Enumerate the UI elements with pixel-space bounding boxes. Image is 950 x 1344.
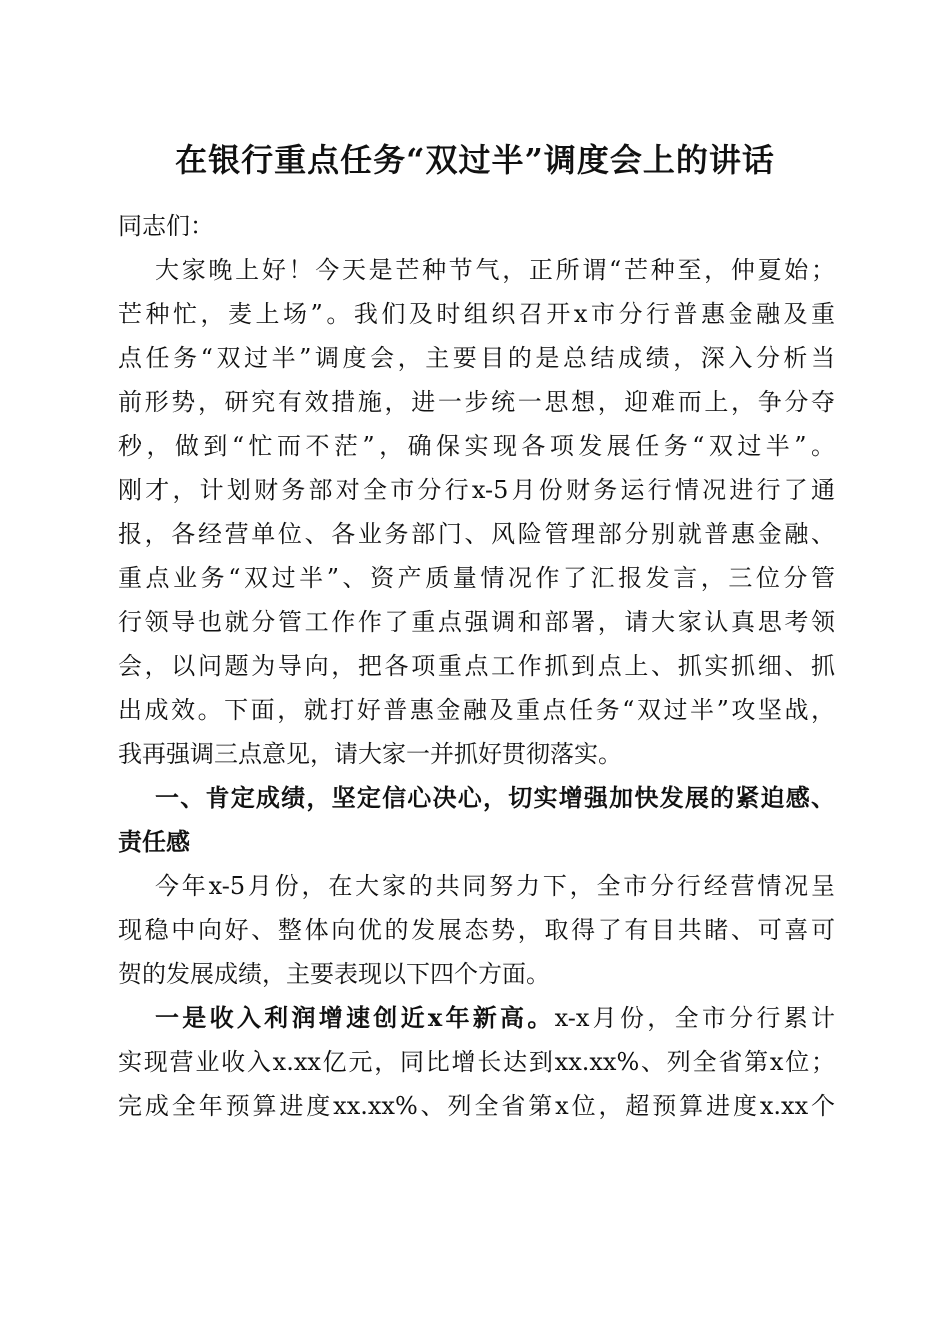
- text-line: 同志们：: [118, 212, 214, 240]
- text-line: 秒，做到“忙而不茫”，确保实现各项发展任务“双过半”。: [118, 432, 835, 460]
- text-line: 芒种忙，麦上场”。我们及时组织召开x市分行普惠金融及重: [118, 300, 835, 328]
- document-title: 在银行重点任务“双过半”调度会上的讲话: [175, 141, 775, 179]
- text-line: 贺的发展成绩，主要表现以下四个方面。: [118, 960, 550, 988]
- text-line: 今年x-5月份，在大家的共同努力下，全市分行经营情况呈: [155, 872, 835, 900]
- text-line: 前形势，研究有效措施，进一步统一思想，迎难而上，争分夺: [118, 388, 835, 416]
- text-line: [155, 996, 835, 1040]
- text-line: 大家晚上好！今天是芒种节气，正所谓“芒种至，仲夏始；: [155, 256, 835, 284]
- section-heading-line: 责任感: [118, 828, 190, 856]
- text-line: 会，以问题为导向，把各项重点工作抓到点上、抓实抓细、抓: [118, 652, 835, 680]
- text-line: 点任务“双过半”调度会，主要目的是总结成绩，深入分析当: [118, 344, 835, 372]
- text-line: 刚才，计划财务部对全市分行x-5月份财务运行情况进行了通: [118, 476, 835, 504]
- text-line: 我再强调三点意见，请大家一并抓好贯彻落实。: [118, 740, 622, 768]
- text-line: 报，各经营单位、各业务部门、风险管理部分别就普惠金融、: [118, 520, 835, 548]
- text-line: 现稳中向好、整体向优的发展态势，取得了有目共睹、可喜可: [118, 916, 835, 944]
- text-line: 完成全年预算进度xx.xx%、列全省第x位，超预算进度x.xx个: [118, 1092, 835, 1120]
- line-text: x-x月份，全市分行累计: [554, 1004, 835, 1032]
- section-heading-line: 一、肯定成绩，坚定信心决心，切实增强加快发展的紧迫感、: [155, 784, 835, 812]
- text-line: 重点业务“双过半”、资产质量情况作了汇报发言，三位分管: [118, 564, 835, 592]
- text-line: 出成效。下面，就打好普惠金融及重点任务“双过半”攻坚战，: [118, 696, 835, 724]
- subheading-lead: 一是收入利润增速创近x年新高。: [155, 1003, 555, 1032]
- text-line: 实现营业收入x.xx亿元，同比增长达到xx.xx%、列全省第x位；: [118, 1048, 835, 1076]
- text-line: 行领导也就分管工作作了重点强调和部署，请大家认真思考领: [118, 608, 835, 636]
